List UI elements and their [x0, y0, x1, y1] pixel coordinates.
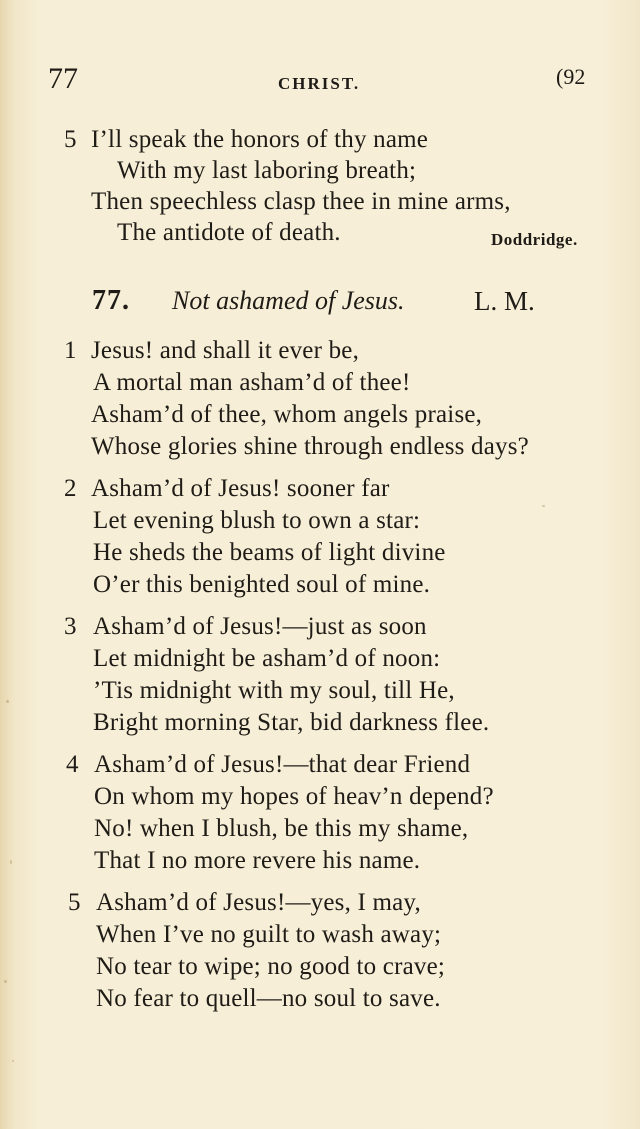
verse-line: Asham’d of Jesus! sooner far: [91, 475, 390, 502]
paper-speck: [12, 1060, 14, 1062]
verse-line: No! when I blush, be this my shame,: [94, 815, 469, 842]
paper-speck: [542, 505, 545, 507]
verse-line: The antidote of death.: [117, 219, 341, 246]
paper-speck: [6, 700, 9, 703]
hymn-number: 77.: [92, 285, 130, 316]
page-number: 77: [48, 62, 78, 95]
verse-line: Asham’d of Jesus!—just as soon: [93, 613, 427, 640]
verse-line: That I no more revere his name.: [94, 847, 421, 874]
paper-speck: [10, 860, 12, 864]
paper-speck: [4, 980, 7, 983]
hymn-meter: L. M.: [474, 286, 535, 316]
verse-number: 3: [64, 613, 77, 640]
verse-line: He sheds the beams of light divine: [93, 539, 446, 566]
verse-line: Asham’d of Jesus!—yes, I may,: [96, 889, 421, 916]
verse-line: Then speechless clasp thee in mine arms,: [91, 188, 511, 215]
verse-line: O’er this benighted soul of mine.: [93, 571, 431, 598]
verse-line: Bright morning Star, bid darkness flee.: [93, 709, 490, 736]
verse-line: When I’ve no guilt to wash away;: [96, 921, 442, 948]
verse-line: Let midnight be asham’d of noon:: [93, 645, 441, 672]
verse-number: 4: [66, 751, 79, 778]
verse-line: On whom my hopes of heav’n depend?: [94, 783, 494, 810]
verse-line: ’Tis midnight with my soul, till He,: [93, 677, 455, 704]
author-attribution: Doddridge.: [491, 230, 578, 249]
verse-number: 1: [64, 337, 77, 364]
verse-number: 5: [68, 889, 81, 916]
verse-line: Whose glories shine through endless days?: [91, 433, 529, 460]
verse-line: With my last laboring breath;: [117, 157, 417, 184]
running-title: CHRIST.: [278, 74, 361, 93]
verse-line: Jesus! and shall it ever be,: [91, 337, 360, 364]
verse-number: 2: [64, 475, 77, 502]
verse-line: No fear to quell—no soul to save.: [96, 985, 441, 1012]
hymn-title: Not ashamed of Jesus.: [172, 286, 405, 315]
verse-number: 5: [64, 126, 77, 153]
verse-line: Asham’d of Jesus!—that dear Friend: [94, 751, 471, 778]
verse-line: No tear to wipe; no good to crave;: [96, 953, 446, 980]
verse-line: I’ll speak the honors of thy name: [91, 126, 429, 153]
verse-line: Let evening blush to own a star:: [93, 507, 421, 534]
verse-line: Asham’d of thee, whom angels praise,: [91, 401, 483, 428]
folio-number: (92: [556, 64, 586, 89]
verse-line: A mortal man asham’d of thee!: [93, 369, 411, 396]
